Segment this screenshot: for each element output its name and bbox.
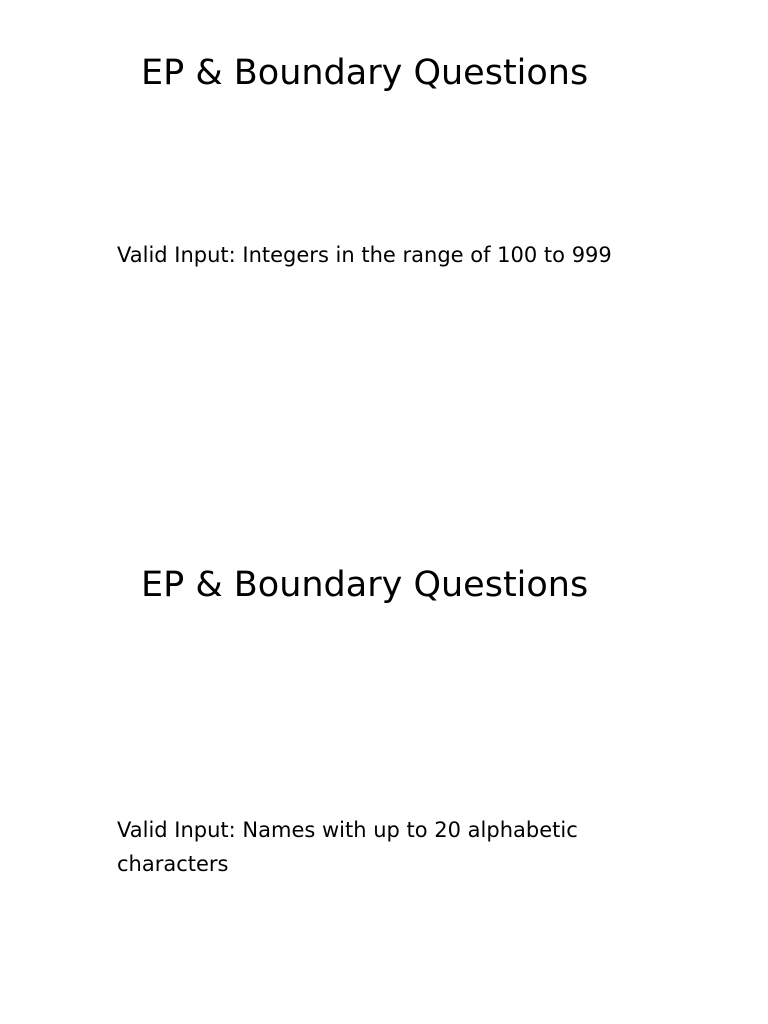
slide-title: EP & Boundary Questions bbox=[141, 53, 589, 93]
slide-body-text: Valid Input: Integers in the range of 100 to 999 bbox=[117, 243, 612, 267]
slide-body-text: Valid Input: Names with up to 20 alphabetic characters bbox=[117, 818, 578, 876]
slide-2 bbox=[0, 512, 768, 1024]
slide-title: EP & Boundary Questions bbox=[141, 565, 589, 605]
